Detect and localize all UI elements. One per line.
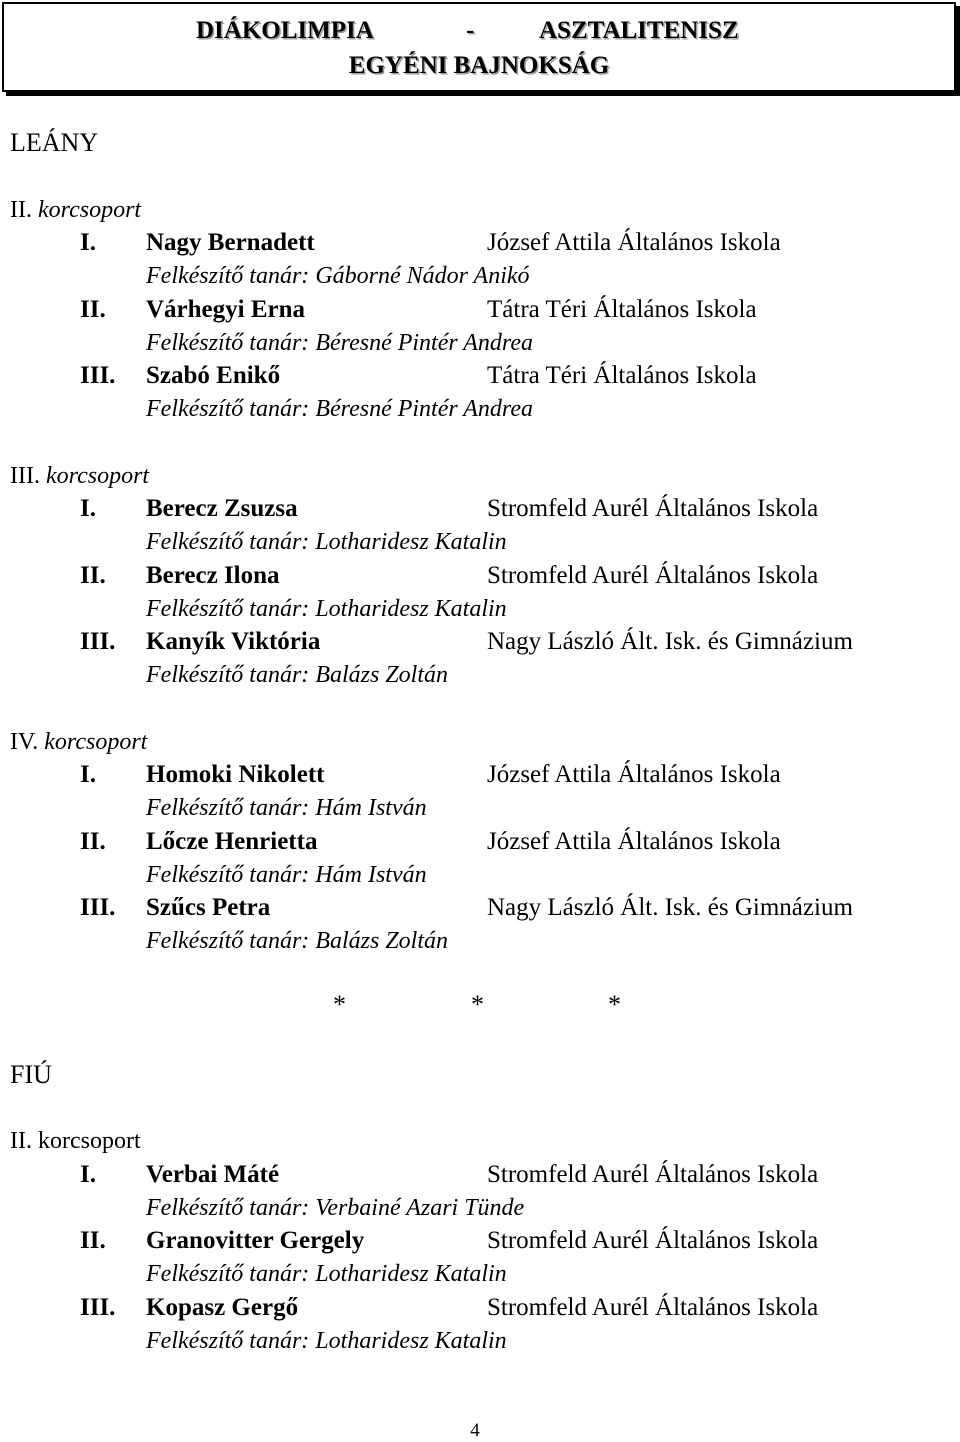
- coach-prefix: Felkészítő tanár:: [146, 396, 310, 422]
- coach-prefix: Felkészítő tanár:: [146, 795, 310, 821]
- group-roman: III.: [10, 463, 40, 489]
- girls-group-ii-heading: [10, 195, 141, 225]
- coach-prefix: Felkészítő tanár:: [146, 928, 310, 954]
- school-name: Stromfeld Aurél Általános Iskola: [487, 1294, 819, 1321]
- coach-name: Gáborné Nádor Anikó: [315, 263, 530, 289]
- boys-group-ii-heading: [10, 1126, 141, 1156]
- coach-line: [146, 1326, 507, 1356]
- coach-name: Hám István: [315, 862, 427, 888]
- coach-prefix: Felkészítő tanár:: [146, 1261, 310, 1287]
- rank: I.: [80, 1161, 96, 1188]
- group-label: korcsoport: [45, 463, 150, 489]
- coach-name: Lotharidesz Katalin: [315, 529, 507, 555]
- group-label: korcsoport: [37, 197, 142, 223]
- player-name: Lőcze Henrietta: [146, 828, 318, 855]
- girls-group-iv-heading: [10, 727, 147, 757]
- coach-line: [146, 860, 427, 890]
- player-name: Verbai Máté: [146, 1161, 280, 1188]
- player-name: Várhegyi Erna: [146, 296, 306, 323]
- rank: II.: [80, 562, 106, 589]
- separator-star: *: [333, 990, 346, 1019]
- player-name: Berecz Zsuzsa: [146, 495, 298, 522]
- school-name: Tátra Téri Általános Iskola: [487, 362, 757, 389]
- school-name: József Attila Általános Iskola: [487, 229, 781, 256]
- school-name: József Attila Általános Iskola: [487, 828, 781, 855]
- rank: II.: [80, 1227, 106, 1254]
- coach-line: [146, 328, 533, 358]
- page-number: 4: [470, 1420, 480, 1441]
- school-name: Tátra Téri Általános Iskola: [487, 296, 757, 323]
- boys-heading: FIÚ: [10, 1060, 52, 1089]
- group-roman: II.: [10, 1128, 32, 1154]
- rank: I.: [80, 495, 96, 522]
- coach-name: Lotharidesz Katalin: [315, 596, 507, 622]
- coach-line: [146, 594, 507, 624]
- coach-prefix: Felkészítő tanár:: [146, 596, 310, 622]
- group-label: korcsoport: [37, 1128, 141, 1154]
- coach-prefix: Felkészítő tanár:: [146, 662, 310, 688]
- coach-name: Verbainé Azari Tünde: [315, 1195, 525, 1221]
- title-box: [2, 2, 956, 92]
- coach-line: [146, 793, 427, 823]
- title-line-2: EGYÉNI BAJNOKSÁG: [348, 52, 610, 79]
- girls-heading: LEÁNY: [10, 128, 99, 157]
- coach-line: [146, 660, 448, 690]
- coach-prefix: Felkészítő tanár:: [146, 330, 310, 356]
- coach-name: Balázs Zoltán: [315, 928, 449, 954]
- school-name: Nagy László Ált. Isk. és Gimnázium: [487, 628, 853, 655]
- school-name: Nagy László Ált. Isk. és Gimnázium: [487, 894, 853, 921]
- rank: III.: [80, 894, 116, 921]
- rank: I.: [80, 229, 96, 256]
- coach-name: Béresné Pintér Andrea: [315, 330, 534, 356]
- school-name: Stromfeld Aurél Általános Iskola: [487, 562, 819, 589]
- coach-prefix: Felkészítő tanár:: [146, 263, 310, 289]
- coach-line: [146, 1193, 524, 1223]
- coach-name: Balázs Zoltán: [315, 662, 449, 688]
- coach-name: Béresné Pintér Andrea: [315, 396, 534, 422]
- group-label: korcsoport: [44, 729, 148, 755]
- player-name: Homoki Nikolett: [146, 761, 325, 788]
- title-sport: ASZTALITENISZ: [539, 17, 739, 44]
- coach-name: Lotharidesz Katalin: [315, 1328, 507, 1354]
- coach-name: Hám István: [315, 795, 427, 821]
- school-name: Stromfeld Aurél Általános Iskola: [487, 1227, 819, 1254]
- school-name: Stromfeld Aurél Általános Iskola: [487, 495, 819, 522]
- separator-star: *: [608, 990, 621, 1019]
- player-name: Berecz Ilona: [146, 562, 280, 589]
- coach-line: [146, 1259, 507, 1289]
- rank: I.: [80, 761, 96, 788]
- title-dash: -: [466, 17, 475, 44]
- coach-prefix: Felkészítő tanár:: [146, 1195, 310, 1221]
- rank: II.: [80, 828, 106, 855]
- rank: III.: [80, 1294, 116, 1321]
- player-name: Kanyík Viktória: [146, 628, 321, 655]
- player-name: Nagy Bernadett: [146, 229, 315, 256]
- separator-star: *: [471, 990, 484, 1019]
- coach-prefix: Felkészítő tanár:: [146, 529, 310, 555]
- player-name: Szűcs Petra: [146, 894, 271, 921]
- group-roman: II.: [10, 197, 32, 223]
- coach-line: [146, 527, 507, 557]
- school-name: József Attila Általános Iskola: [487, 761, 781, 788]
- coach-prefix: Felkészítő tanár:: [146, 1328, 310, 1354]
- rank: III.: [80, 628, 116, 655]
- player-name: Szabó Enikő: [146, 362, 281, 389]
- coach-line: [146, 261, 530, 291]
- player-name: Kopasz Gergő: [146, 1294, 299, 1321]
- player-name: Granovitter Gergely: [146, 1227, 365, 1254]
- coach-prefix: Felkészítő tanár:: [146, 862, 310, 888]
- group-roman: IV.: [10, 729, 39, 755]
- rank: III.: [80, 362, 116, 389]
- rank: II.: [80, 296, 106, 323]
- title-event: DIÁKOLIMPIA: [196, 17, 374, 44]
- coach-line: [146, 926, 448, 956]
- girls-group-iii-heading: [10, 461, 149, 491]
- school-name: Stromfeld Aurél Általános Iskola: [487, 1161, 819, 1188]
- coach-line: [146, 394, 533, 424]
- coach-name: Lotharidesz Katalin: [315, 1261, 507, 1287]
